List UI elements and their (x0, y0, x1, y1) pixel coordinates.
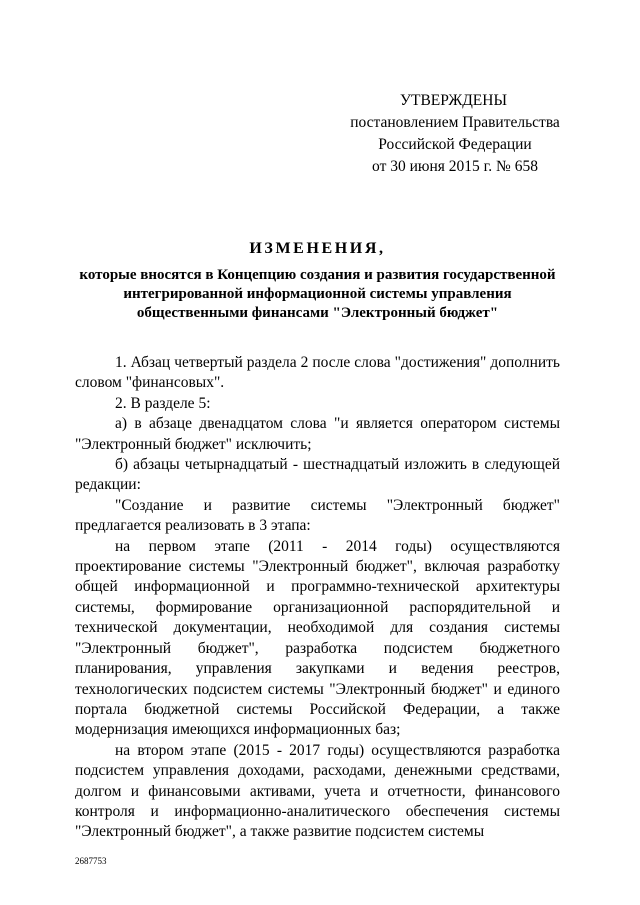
approval-date-line: от 30 июня 2015 г. № 658 (372, 158, 538, 175)
document-heading: ИЗМЕНЕНИЯ, (249, 240, 386, 257)
paragraph-1: 1. Абзац четвертый раздела 2 после слова "достижения" дополнить словом "финансовых". (75, 354, 560, 392)
paragraph-7: на втором этапе (2015 - 2017 годы) осуществляются разработка подсистем управления доходами, расходами, денежными средствами, долгом и финансовыми активами, учета и отчетности, финансового контроля и информационно-аналитического обеспечения системы "Электронный бюджет", а также развитие подсистем системы (75, 741, 560, 841)
paragraph-4: б) абзацы четырнадцатый - шестнадцатый изложить в следующей редакции: (75, 456, 560, 494)
paragraph-6: на первом этапе (2011 - 2014 годы) осуществляются проектирование системы "Электронный бюджет", включая разработку общей информационной и программно-технической архитектуры системы, формирование организационной распорядительной и технической документации, необходимой для создания системы "Электронный бюджет", разработка подсистем бюджетного планирования, управления закупками и ведения реестров, технологических подсистем системы "Электронный бюджет" и единого портала бюджетной системы Российской Федерации, а также модернизация имеющихся информационных баз; (75, 537, 560, 739)
approval-stamp (345, 90, 565, 178)
approval-line-2: Российской Федерации (378, 136, 532, 153)
approval-title: УТВЕРЖДЕНЫ (400, 92, 507, 109)
paragraph-3: а) в абзаце двенадцатом слова "и является оператором системы "Электронный бюджет" исключить; (75, 415, 560, 453)
document-body (75, 353, 560, 843)
subtitle-line-1: которые вносятся в Концепцию создания и развития государственной (79, 267, 556, 283)
paragraph-2: 2. В разделе 5: (115, 394, 211, 412)
document-subtitle (60, 266, 575, 323)
subtitle-line-3: общественными финансами "Электронный бюджет" (136, 305, 499, 321)
subtitle-line-2: интегрированной информационной системы управления (123, 286, 512, 302)
paragraph-5: "Создание и развитие системы "Электронный бюджет" предлагается реализовать в 3 этапа: (75, 496, 560, 535)
document-code: 2687753 (75, 856, 107, 866)
approval-line-1: постановлением Правительства (350, 114, 560, 131)
